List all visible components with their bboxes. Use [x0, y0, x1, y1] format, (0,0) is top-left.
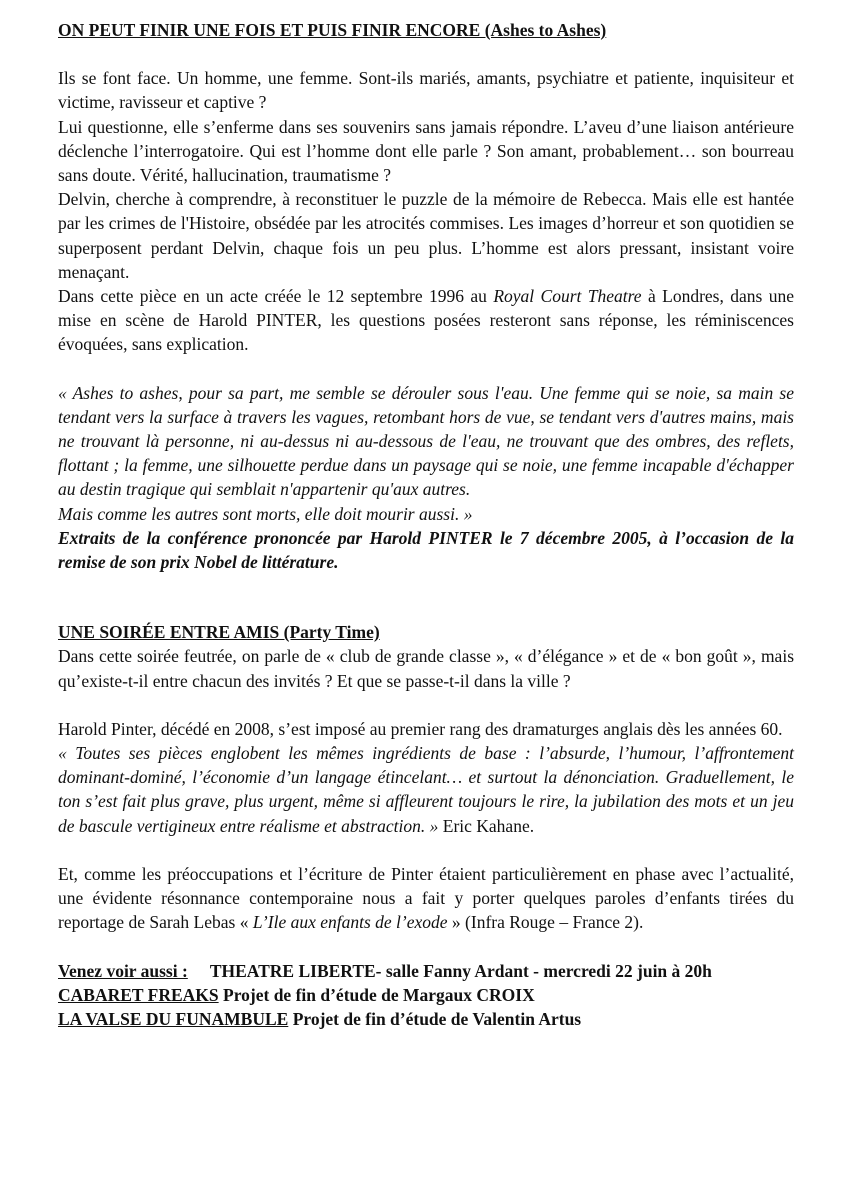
section2-title: UNE SOIRÉE ENTRE AMIS (Party Time): [58, 622, 380, 643]
section1-paragraph-3: Delvin, cherche à comprendre, à reconstituer le puzzle de la mémoire de Rebecca. Mais elle est hantée par les crimes de l'Histoire, obsédée par les atrocités commises. Les images d’horreur et son quotidien se superposent perdant Delvin, chaque fois un peu plus. L’homme est alors pressant, insistant voire menaçant.: [58, 189, 794, 282]
section2-paragraph-1: Dans cette soirée feutrée, on parle de « club de grande classe », « d’élégance » et de « bon goût », mais qu’existe-t-il entre chacun des invités ? Et que se passe-t-il dans la ville ?: [58, 646, 794, 691]
nobel-quote-end: Mais comme les autres sont morts, elle doit mourir aussi. »: [58, 503, 473, 524]
section1-paragraph-4: [58, 284, 794, 357]
show2-desc: Projet de fin d’étude de Margaux CROIX: [218, 984, 535, 1005]
footer-line-3: [58, 1007, 794, 1031]
footer-line-1: [58, 959, 794, 983]
section1-title: ON PEUT FINIR UNE FOIS ET PUIS FINIR ENCORE (Ashes to Ashes): [58, 20, 607, 40]
section2-paragraph-3: [58, 862, 794, 935]
quote-source: Extraits de la conférence prononcée par Harold PINTER le 7 décembre 2005, à l’occasion de la remise de son prix Nobel de littérature.: [58, 527, 794, 573]
p4-text-b: à Londres, dans une mise en scène de Harold PINTER, les questions posées resteront sans réponse, les réminiscences évoquées, sans explication.: [58, 286, 794, 355]
section2-paragraph-2: Harold Pinter, décédé en 2008, s’est imposé au premier rang des dramaturges anglais dès les années 60.: [58, 718, 783, 739]
footer-label: Venez voir aussi :: [58, 960, 188, 981]
p3-text-a: Et, comme les préoccupations et l’écriture de Pinter étaient particulièrement en phase avec l’actualité, une évidente résonnance contemporaine nous a fait y porter quelques paroles d’enfants tirées du reportage de Sarah Lebas «: [58, 863, 794, 933]
reportage-title: L’Ile aux enfants de l’exode: [252, 912, 448, 933]
show2-name: CABARET FREAKS: [58, 984, 219, 1005]
document-page: [58, 18, 794, 1031]
p3-text-b: » (Infra Rouge – France 2).: [447, 912, 644, 933]
venue-name: Royal Court Theatre: [493, 286, 642, 307]
kahane-quote: [58, 741, 794, 838]
show3-name: LA VALSE DU FUNAMBULE: [58, 1008, 289, 1029]
p4-text-a: Dans cette pièce en un acte créée le 12 septembre 1996 au: [58, 286, 494, 307]
section1-paragraph-2: Lui questionne, elle s’enferme dans ses souvenirs sans jamais répondre. L’aveu d’une liaison antérieure déclenche l’interrogatoire. Qui est l’homme dont elle parle ? Son amant, probablement… son bourreau sans doute. Vérité, hallucination, traumatisme ?: [58, 116, 794, 186]
show3-desc: Projet de fin d’étude de Valentin Artus: [288, 1008, 582, 1029]
section1-paragraph-1: Ils se font face. Un homme, une femme. Sont-ils mariés, amants, psychiatre et patiente, inquisiteur et victime, ravisseur et captive ?: [58, 68, 794, 113]
footer-line-2: [58, 983, 794, 1007]
nobel-quote: « Ashes to ashes, pour sa part, me semble se dérouler sous l'eau. Une femme qui se noie, sa main se tendant vers la surface à travers les vagues, retombant hors de vue, se tendant vers d'autres mains, mais ne trouvant là personne, ni au-dessus ni au-dessous de l'eau, ne trouvant que des ombres, des reflets, flottant ; la femme, une silhouette perdue dans un paysage qui se noie, une femme incapable d'échapper au destin tragique qui semblait n'appartenir qu'aux autres.: [58, 382, 794, 500]
footer-event-1: THEATRE LIBERTE- salle Fanny Ardant - mercredi 22 juin à 20h: [209, 960, 712, 981]
kahane-quote-text: « Toutes ses pièces englobent les mêmes ingrédients de base : l’absurde, l’humour, l’affrontement dominant-dominé, l’économie d’un langage étincelant… et surtout la dénonciation. Graduellement, le ton s’est fait plus grave, plus urgent, même si affleurent toujours le rire, la jubilation des mots et un jeu de bascule vertigineux entre réalisme et abstraction. »: [58, 743, 794, 836]
kahane-quote-author: Eric Kahane.: [442, 815, 535, 836]
